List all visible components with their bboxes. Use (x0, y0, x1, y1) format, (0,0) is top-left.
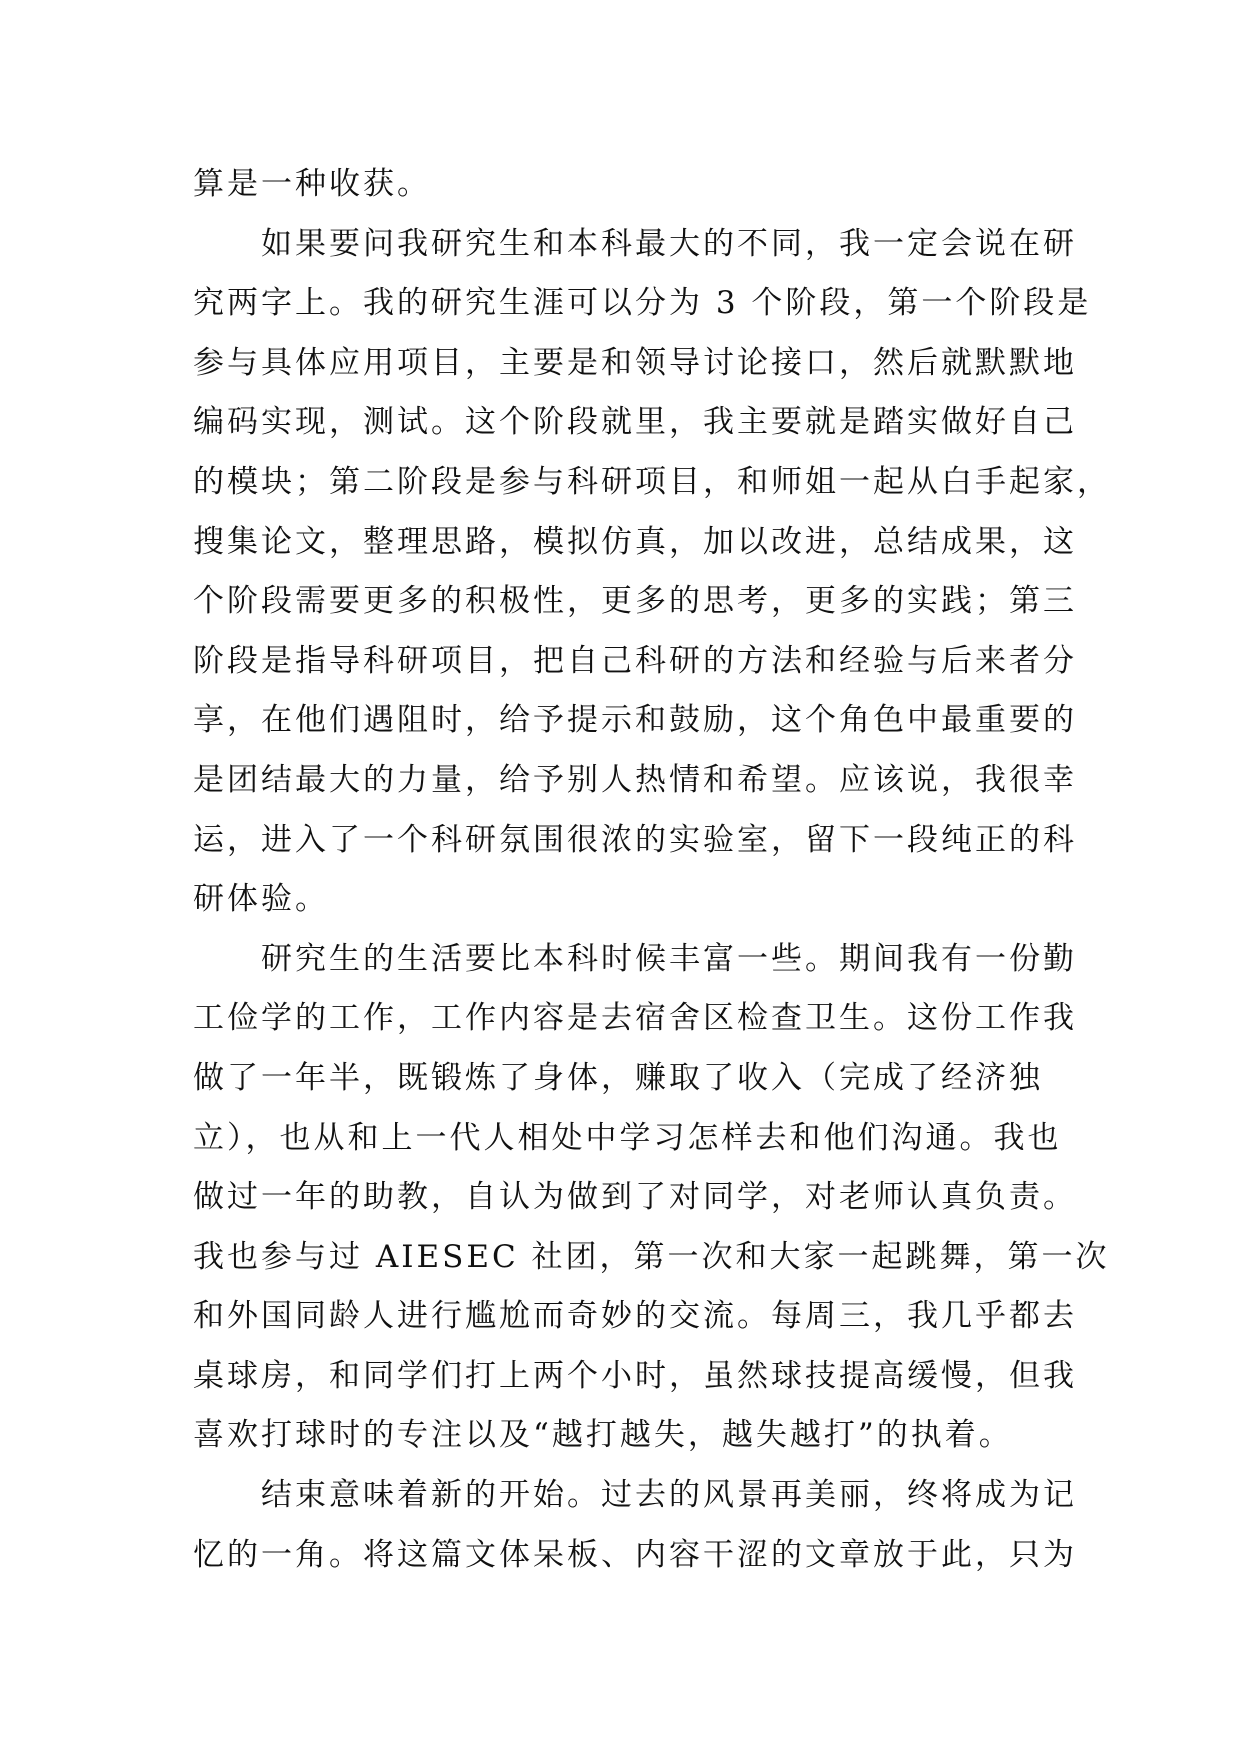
text-line: 做过一年的助教，自认为做到了对同学，对老师认真负责。 (193, 1179, 1077, 1216)
text-line: 工俭学的工作，工作内容是去宿舍区检查卫生。这份工作我 (193, 1000, 1077, 1037)
text-line: 做了一年半，既锻炼了身体，赚取了收入（完成了经济独 (193, 1059, 1043, 1096)
text-line: 运，进入了一个科研氛围很浓的实验室，留下一段纯正的科 (193, 821, 1077, 858)
text-line: 喜欢打球时的专注以及“越打越失，越失越打”的执着。 (193, 1417, 1013, 1454)
text-line: 的模块；第二阶段是参与科研项目，和师姐一起从白手起家， (193, 463, 1111, 500)
text-line: 算是一种收获。 (193, 166, 431, 202)
text-line: 编码实现，测试。这个阶段就里，我主要就是踏实做好自己 (193, 404, 1077, 441)
text-line: 忆的一角。将这篇文体呆板、内容干涩的文章放于此，只为 (193, 1536, 1077, 1573)
text-line: 阶段是指导科研项目，把自己科研的方法和经验与后来者分 (193, 642, 1077, 679)
text-line: 个阶段需要更多的积极性，更多的思考，更多的实践；第三 (193, 583, 1077, 620)
text-line: 搜集论文，整理思路，模拟仿真，加以改进，总结成果，这 (193, 523, 1077, 560)
text-line: 和外国同龄人进行尴尬而奇妙的交流。每周三，我几乎都去 (193, 1298, 1077, 1335)
text-line: 享，在他们遇阻时，给予提示和鼓励，这个角色中最重要的 (193, 702, 1077, 739)
text-line: 究两字上。我的研究生涯可以分为 3 个阶段，第一个阶段是 (193, 285, 1092, 322)
text-line: 桌球房，和同学们打上两个小时，虽然球技提高缓慢，但我 (193, 1357, 1077, 1394)
text-line: 参与具体应用项目，主要是和领导讨论接口，然后就默默地 (193, 344, 1077, 381)
paragraph-start-line: 研究生的生活要比本科时候丰富一些。期间我有一份勤 (261, 940, 1077, 977)
paragraph-start-line: 结束意味着新的开始。过去的风景再美丽，终将成为记 (261, 1477, 1077, 1514)
text-line: 立），也从和上一代人相处中学习怎样去和他们沟通。我也 (193, 1119, 1062, 1156)
text-line: 我也参与过 AIESEC 社团，第一次和大家一起跳舞，第一次 (193, 1238, 1110, 1275)
paragraph-start-line: 如果要问我研究生和本科最大的不同，我一定会说在研 (261, 225, 1077, 262)
document-body (193, 155, 1111, 1585)
text-line: 是团结最大的力量，给予别人热情和希望。应该说，我很幸 (193, 761, 1077, 798)
text-line: 研体验。 (193, 881, 329, 918)
